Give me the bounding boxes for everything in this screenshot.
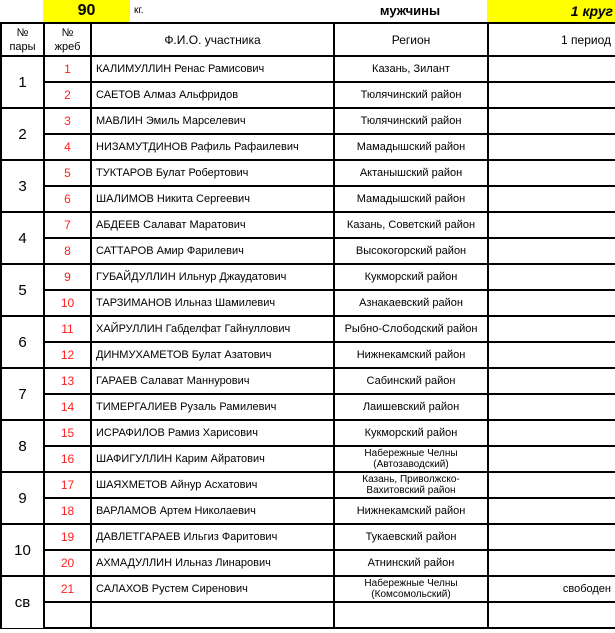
- draw-number: 14: [44, 394, 91, 420]
- table-row: [1, 342, 615, 368]
- participant-region: Казань, Зилант: [334, 56, 488, 82]
- participant-region: Тюлячинский район: [334, 108, 488, 134]
- participant-name: САЛАХОВ Рустем Сиренович: [91, 576, 334, 602]
- participant-name: ИСРАФИЛОВ Рамиз Харисович: [91, 420, 334, 446]
- table-row: [1, 498, 615, 524]
- table-row: [1, 420, 615, 446]
- period-cell: [488, 238, 615, 264]
- pair-number: 4: [1, 212, 44, 264]
- table-row: [1, 238, 615, 264]
- draw-number: 2: [44, 82, 91, 108]
- col-header-region: Регион: [334, 23, 488, 56]
- draw-number: 5: [44, 160, 91, 186]
- participant-region: Кукморский район: [334, 420, 488, 446]
- col-header-pair: № пары: [1, 23, 44, 56]
- table-row: [1, 524, 615, 550]
- participant-name: АХМАДУЛЛИН Ильназ Линарович: [91, 550, 334, 576]
- period-cell: [488, 602, 615, 628]
- participant-region: Мамадышский район: [334, 186, 488, 212]
- pair-number: 9: [1, 472, 44, 524]
- participant-region: Тукаевский район: [334, 524, 488, 550]
- pair-number-bye: св: [1, 576, 44, 628]
- draw-number: 17: [44, 472, 91, 498]
- table-row: [1, 602, 615, 628]
- participant-name: ДИНМУХАМЕТОВ Булат Азатович: [91, 342, 334, 368]
- participant-name: ГАРАЕВ Салават Маннурович: [91, 368, 334, 394]
- participant-region: Сабинский район: [334, 368, 488, 394]
- table-row: [1, 550, 615, 576]
- period-cell: [488, 82, 615, 108]
- table-row: [1, 290, 615, 316]
- draw-number: 9: [44, 264, 91, 290]
- participant-region: Рыбно-Слободский район: [334, 316, 488, 342]
- table-row: [1, 446, 615, 472]
- period-cell: [488, 472, 615, 498]
- table-row: [1, 186, 615, 212]
- participant-region: [334, 602, 488, 628]
- draw-number: 10: [44, 290, 91, 316]
- draw-number: 19: [44, 524, 91, 550]
- period-cell: [488, 212, 615, 238]
- draw-number: 1: [44, 56, 91, 82]
- participant-name: КАЛИМУЛЛИН Ренас Рамисович: [91, 56, 334, 82]
- participant-name: САТТАРОВ Амир Фарилевич: [91, 238, 334, 264]
- col-header-draw: № жреб: [44, 23, 91, 56]
- pair-number: 1: [1, 56, 44, 108]
- participant-name: САЕТОВ Алмаз Альфридов: [91, 82, 334, 108]
- draw-number: 16: [44, 446, 91, 472]
- participant-name: [91, 602, 334, 628]
- draw-number: 8: [44, 238, 91, 264]
- table-row: [1, 82, 615, 108]
- participant-name: ДАВЛЕТГАРАЕВ Ильгиз Фаритович: [91, 524, 334, 550]
- period-cell: [488, 342, 615, 368]
- participant-name: НИЗАМУТДИНОВ Рафиль Рафаилевич: [91, 134, 334, 160]
- table-row: [1, 134, 615, 160]
- draw-number: 21: [44, 576, 91, 602]
- participant-region: Высокогорский район: [334, 238, 488, 264]
- participant-name: ХАЙРУЛЛИН Габделфат Гайнуллович: [91, 316, 334, 342]
- participant-region: Тюлячинский район: [334, 82, 488, 108]
- table-row: [1, 316, 615, 342]
- table-row: [1, 160, 615, 186]
- participant-region: Казань, Советский район: [334, 212, 488, 238]
- draw-number: 13: [44, 368, 91, 394]
- participant-region: Нижнекамский район: [334, 342, 488, 368]
- period-cell: [488, 524, 615, 550]
- period-cell: [488, 550, 615, 576]
- period-cell: [488, 446, 615, 472]
- period-cell: [488, 368, 615, 394]
- period-cell: [488, 160, 615, 186]
- draw-number: 12: [44, 342, 91, 368]
- period-cell: [488, 498, 615, 524]
- table-row: [1, 264, 615, 290]
- table-row: [1, 472, 615, 498]
- period-cell: [488, 108, 615, 134]
- table-header-row: [1, 23, 615, 56]
- period-cell: [488, 394, 615, 420]
- participant-name: ТАРЗИМАНОВ Ильназ Шамилевич: [91, 290, 334, 316]
- participant-name: ШАФИГУЛЛИН Карим Айратович: [91, 446, 334, 472]
- participant-region: Азнакаевский район: [334, 290, 488, 316]
- participant-name: ТИМЕРГАЛИЕВ Рузаль Рамилевич: [91, 394, 334, 420]
- weight-class: 90: [43, 0, 130, 22]
- period-cell: [488, 264, 615, 290]
- pair-number: 3: [1, 160, 44, 212]
- participant-name: ВАРЛАМОВ Артем Николаевич: [91, 498, 334, 524]
- participant-region: Актанышский район: [334, 160, 488, 186]
- draw-number: 18: [44, 498, 91, 524]
- table-row: [1, 368, 615, 394]
- table-row: [1, 394, 615, 420]
- period-cell-bye: свободен: [488, 576, 615, 602]
- pair-number: 2: [1, 108, 44, 160]
- participant-name: ШАЯХМЕТОВ Айнур Асхатович: [91, 472, 334, 498]
- col-header-name: Ф.И.О. участника: [91, 23, 334, 56]
- participant-region: Мамадышский район: [334, 134, 488, 160]
- participant-name: АБДЕЕВ Салават Маратович: [91, 212, 334, 238]
- participant-region: Кукморский район: [334, 264, 488, 290]
- pair-number: 6: [1, 316, 44, 368]
- draw-number: 6: [44, 186, 91, 212]
- draw-number: 20: [44, 550, 91, 576]
- participant-region: Казань, Приволжско-Вахитовский район: [334, 472, 488, 498]
- participant-region: Нижнекамский район: [334, 498, 488, 524]
- participant-name: ШАЛИМОВ Никита Сергеевич: [91, 186, 334, 212]
- period-cell: [488, 56, 615, 82]
- draw-number: 11: [44, 316, 91, 342]
- draw-number: 3: [44, 108, 91, 134]
- draw-number: [44, 602, 91, 628]
- pair-number: 10: [1, 524, 44, 576]
- period-cell: [488, 186, 615, 212]
- participant-name: ТУКТАРОВ Булат Робертович: [91, 160, 334, 186]
- table-row: [1, 56, 615, 82]
- draw-number: 15: [44, 420, 91, 446]
- participant-region: Лаишевский район: [334, 394, 488, 420]
- pair-number: 7: [1, 368, 44, 420]
- period-cell: [488, 134, 615, 160]
- pair-number: 8: [1, 420, 44, 472]
- participant-name: ГУБАЙДУЛЛИН Ильнур Джаудатович: [91, 264, 334, 290]
- round-label: 1 круг: [487, 0, 615, 22]
- table-row: [1, 212, 615, 238]
- participant-region: Атнинский район: [334, 550, 488, 576]
- table-row: [1, 108, 615, 134]
- participant-region: Набережные Челны (Автозаводский): [334, 446, 488, 472]
- col-header-period: 1 период: [488, 23, 615, 56]
- draw-number: 7: [44, 212, 91, 238]
- period-cell: [488, 420, 615, 446]
- pair-number: 5: [1, 264, 44, 316]
- category-label: мужчины: [379, 3, 441, 18]
- draw-number: 4: [44, 134, 91, 160]
- table-row: [1, 576, 615, 602]
- period-cell: [488, 290, 615, 316]
- pairing-table: [0, 22, 615, 629]
- participant-name: МАВЛИН Эмиль Марселевич: [91, 108, 334, 134]
- period-cell: [488, 316, 615, 342]
- participant-region: Набережные Челны (Комсомольский): [334, 576, 488, 602]
- title-bar: [0, 0, 615, 22]
- weight-unit: кг.: [134, 5, 144, 16]
